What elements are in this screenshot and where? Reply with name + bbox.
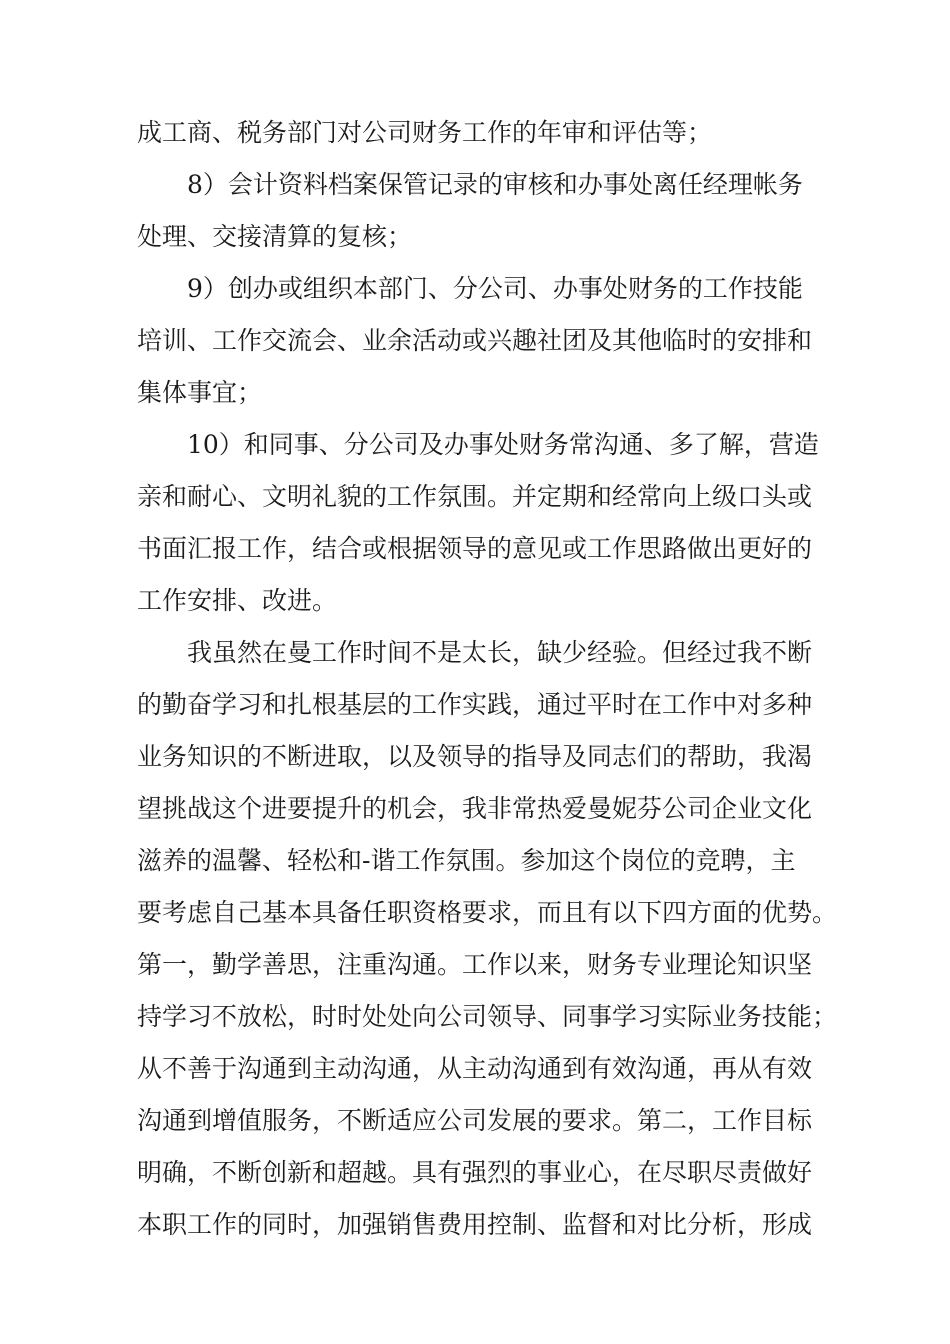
text-line: 持学习不放松，时时处处向公司领导、同事学习实际业务技能；	[137, 1002, 838, 1031]
text-line: 要考虑自己基本具备任职资格要求，而且有以下四方面的优势。	[137, 898, 838, 927]
text-line: 业务知识的不断进取，以及领导的指导及同志们的帮助，我渴	[137, 742, 813, 771]
text-line: 第一，勤学善思，注重沟通。工作以来，财务专业理论知识坚	[137, 950, 813, 979]
text-line: 明确，不断创新和超越。具有强烈的事业心，在尽职尽责做好	[137, 1158, 813, 1187]
text-line: 从不善于沟通到主动沟通，从主动沟通到有效沟通，再从有效	[137, 1054, 813, 1083]
text-line: 10）和同事、分公司及办事处财务常沟通、多了解，营造	[187, 430, 819, 459]
text-line: 工作安排、改进。	[137, 586, 338, 615]
body-text	[137, 107, 837, 1251]
text-line: 滋养的温馨、轻松和-谐工作氛围。参加这个岗位的竞聘，主	[137, 846, 796, 875]
text-line: 集体事宜；	[137, 378, 263, 407]
text-line: 我虽然在曼工作时间不是太长，缺少经验。但经过我不断	[187, 638, 813, 667]
text-line: 望挑战这个进要提升的机会，我非常热爱曼妮芬公司企业文化	[137, 794, 813, 823]
text-line: 培训、工作交流会、业余活动或兴趣社团及其他临时的安排和	[137, 326, 813, 355]
text-line: 成工商、税务部门对公司财务工作的年审和评估等；	[137, 118, 713, 147]
text-line: 本职工作的同时，加强销售费用控制、监督和对比分析，形成	[137, 1210, 813, 1239]
text-line: 亲和耐心、文明礼貌的工作氛围。并定期和经常向上级口头或	[137, 482, 813, 511]
text-line: 8）会计资料档案保管记录的审核和办事处离任经理帐务	[187, 170, 803, 199]
text-line: 处理、交接清算的复核；	[137, 222, 413, 251]
text-line: 沟通到增值服务，不断适应公司发展的要求。第二，工作目标	[137, 1106, 813, 1135]
text-line: 9）创办或组织本部门、分公司、办事处财务的工作技能	[187, 274, 803, 303]
text-line: 书面汇报工作，结合或根据领导的意见或工作思路做出更好的	[137, 534, 813, 563]
text-line: 的勤奋学习和扎根基层的工作实践，通过平时在工作中对多种	[137, 690, 813, 719]
